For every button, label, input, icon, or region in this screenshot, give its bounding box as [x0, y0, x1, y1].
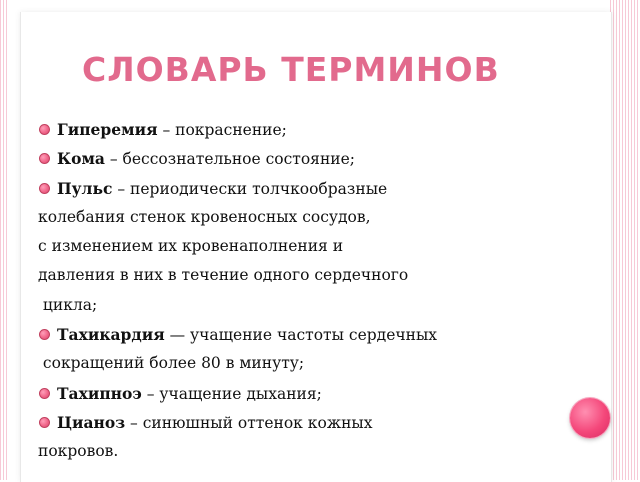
term-item-coma — [38, 144, 578, 173]
bullet-icon — [39, 183, 50, 194]
term-name: Кома — [57, 149, 105, 169]
term-name: Тахипноэ — [57, 383, 142, 403]
term-item-tachycardia — [38, 320, 578, 349]
term-continuation-line: сокращений более 80 в минуту; — [38, 354, 305, 373]
slide-title: СЛОВАРЬ ТЕРМИНОВ — [82, 50, 500, 89]
term-continuation-line: колебания стенок кровеносных сосудов, — [38, 207, 371, 226]
term-item-pulse — [38, 174, 578, 203]
term-name: Пульс — [57, 178, 113, 198]
term-definition: – синюшный оттенок кожных — [125, 413, 373, 432]
left-stripe-decoration — [0, 0, 8, 480]
term-definition: – периодически толчкообразные — [112, 179, 388, 198]
bullet-icon — [39, 153, 50, 164]
term-continuation-line: покровов. — [38, 442, 119, 461]
bullet-icon — [39, 388, 50, 399]
term-name: Цианоз — [57, 412, 126, 432]
term-item-tachypnea — [38, 379, 578, 408]
term-continuation-line: с изменением их кровенаполнения и — [38, 237, 344, 256]
term-definition: – бессознательное состояние; — [104, 150, 356, 169]
bullet-icon — [39, 124, 50, 135]
term-item-cyanosis — [38, 408, 578, 437]
term-definition: – учащение дыхания; — [141, 384, 322, 403]
decorative-circle-icon — [570, 398, 610, 438]
term-definition: – покраснение; — [157, 121, 287, 139]
term-definition: — учащение частоты сердечных — [164, 326, 438, 345]
bullet-icon — [39, 329, 50, 340]
term-item-hyperemia — [38, 115, 578, 144]
term-name: Тахикардия — [57, 325, 165, 345]
term-continuation-line: цикла; — [38, 295, 98, 314]
term-continuation-line: давления в них в течение одного сердечного — [38, 266, 409, 285]
terms-list — [38, 115, 578, 467]
bullet-icon — [39, 417, 50, 428]
term-name: Гиперемия — [57, 120, 158, 139]
right-stripe-decoration — [610, 0, 640, 480]
